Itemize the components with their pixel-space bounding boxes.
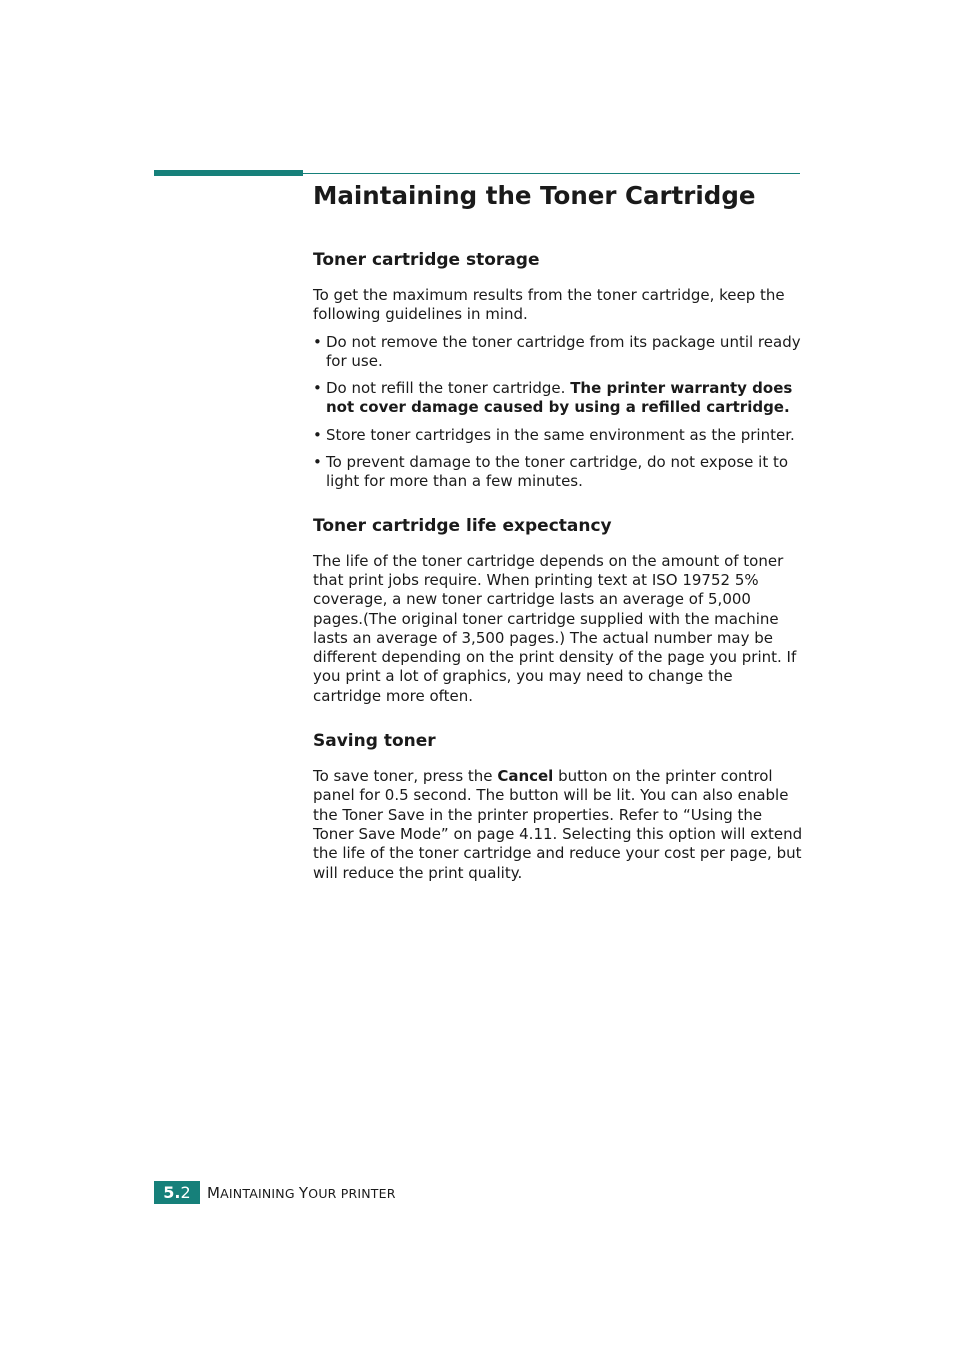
page-number-badge: 5. 2 (154, 1181, 200, 1204)
life-body: The life of the toner cartridge depends on the amount of toner that print jobs require. When printing text at ISO 19752 5% coverage, a new toner cartridge lasts an average of 5,000 pages.(The original toner cartridge supplied with the machine lasts an average of 3,500 pages.) The actual number may be different depending on the print density of the page you print. If you print a lot of graphics, you may need to change the cartridge more often. (313, 551, 797, 705)
header-rule-thick (154, 170, 303, 176)
list-item: • Store toner cartridges in the same environment as the printer. (313, 425, 795, 444)
list-item: • To prevent damage to the toner cartridge, do not expose it to light for more than a few minutes. (313, 453, 789, 491)
page-title: Maintaining the Toner Cartridge (313, 181, 756, 210)
section-heading-saving: Saving toner (313, 731, 436, 752)
bullet-icon: • (313, 453, 322, 472)
bullet-icon: • (313, 425, 322, 444)
section-heading-life: Toner cartridge life expectancy (313, 515, 612, 536)
section-heading-storage: Toner cartridge storage (313, 250, 540, 270)
saving-body: To save toner, press the Cancel button on the printer control panel for 0.5 second. The button will be lit. You can also enable the Toner Save in the printer properties. Refer to “Using the Toner Save Mode” on page 4.11. Selecting this option will extend the life of the toner cartridge and reduce your cost per page, but will reduce the print quality. (313, 767, 803, 882)
header-rule-thin (303, 173, 800, 174)
bullet-icon: • (313, 379, 322, 398)
storage-guidelines-list (313, 333, 803, 492)
storage-intro: To get the maximum results from the toner cartridge, keep the following guidelines in mind. (313, 286, 785, 324)
list-item: • Do not refill the toner cartridge. The printer warranty does not cover damage caused by using a refilled cartridge. (313, 379, 793, 417)
cancel-button-label: Cancel (497, 767, 554, 786)
main-content (313, 180, 803, 883)
list-item: • Do not remove the toner cartridge from its package until ready for use. (313, 332, 801, 370)
warranty-warning: The printer warranty does not cover damage caused by using a refilled cartridge. (326, 379, 793, 417)
chapter-title: MAINTAINING YOUR PRINTER (207, 1183, 396, 1202)
page-footer (154, 1181, 396, 1204)
bullet-icon: • (313, 332, 322, 351)
